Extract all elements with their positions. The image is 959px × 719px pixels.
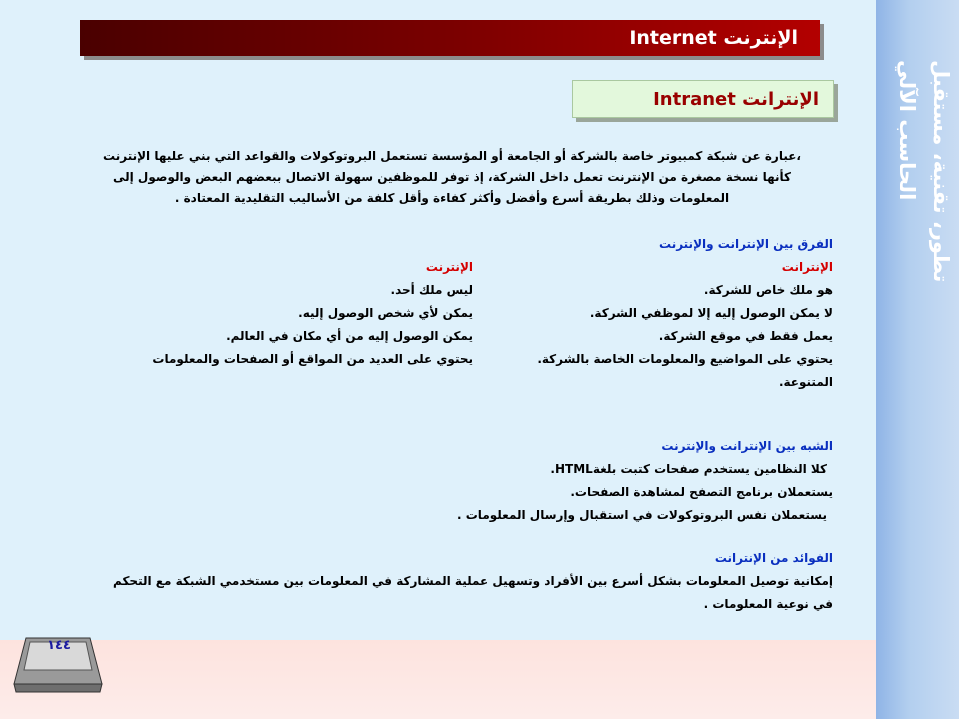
similarity-title: الشبه بين الإنترانت والإنترنت	[661, 439, 833, 453]
subtitle: الإنترانت Intranet	[653, 88, 819, 110]
benefits-line: إمكانية توصيل المعلومات بشكل أسرع بين الأفراد وتسهيل عملية المشاركة في المعلومات بين مستخدمي الشبكة مع التحكم	[113, 574, 833, 588]
benefits-title: الفوائد من الإنترانت	[714, 551, 833, 565]
intranet-item-continuation: المتنوعة.	[778, 375, 833, 389]
similarity-item: يستعملان نفس البروتوكولات في استقبال وإرسال المعلومات .	[457, 508, 827, 522]
intranet-item: هو ملك خاص للشركة.	[703, 283, 833, 297]
title-bar	[80, 20, 820, 56]
internet-item: يمكن الوصول إليه من أي مكان في العالم.	[226, 329, 473, 343]
definition-line: المعلومات وذلك بطريقة أسرع وأفضل وأكثر كفاءة وأقل كلفة من الأساليب التقليدية المعتادة .	[174, 191, 730, 205]
side-title-line1: تطور، تقنية، مستقبل	[929, 60, 953, 283]
page-title: الإنترنت Internet	[629, 27, 798, 49]
similarity-item: كلا النظامين يستخدم صفحات كتبت بلغةHTML.	[550, 462, 827, 476]
intranet-column-header: الإنترانت	[781, 260, 833, 274]
benefits-line: في نوعية المعلومات .	[703, 597, 833, 611]
intranet-item: يحتوي على المواضيع والمعلومات الخاصة بالشركة.	[537, 352, 833, 366]
difference-title: الفرق بين الإنترانت والإنترنت	[658, 237, 833, 251]
internet-item: يحتوي على العديد من المواقع أو الصفحات والمعلومات	[152, 352, 473, 366]
subtitle-box	[572, 80, 834, 118]
side-title-line2: الحاسب الآلي	[895, 60, 919, 201]
internet-item: يمكن لأي شخص الوصول إليه.	[298, 306, 473, 320]
internet-column-header: الإنترنت	[425, 260, 473, 274]
intranet-item: لا يمكن الوصول إليه إلا لموظفي الشركة.	[589, 306, 833, 320]
definition-paragraph	[82, 146, 822, 209]
footer-background	[0, 640, 959, 719]
definition-line: ،عبارة عن شبكة كمبيوتر خاصة بالشركة أو الجامعة أو المؤسسة تستعمل البروتوكولات والقواعد التي بني عليها الإنترنت	[103, 149, 801, 163]
similarity-item: يستعملان برنامج التصفح لمشاهدة الصفحات.	[570, 485, 833, 499]
page-number: ١٤٤	[47, 638, 71, 653]
side-title	[878, 60, 958, 360]
definition-line: كأنها نسخة مصغرة من الإنترنت تعمل داخل الشركة، إذ توفر للموظفين سهولة الاتصال ببعضهم البعض والوصول إلى	[112, 170, 792, 184]
intranet-item: يعمل فقط في موقع الشركة.	[658, 329, 833, 343]
internet-item: ليس ملك أحد.	[390, 283, 473, 297]
